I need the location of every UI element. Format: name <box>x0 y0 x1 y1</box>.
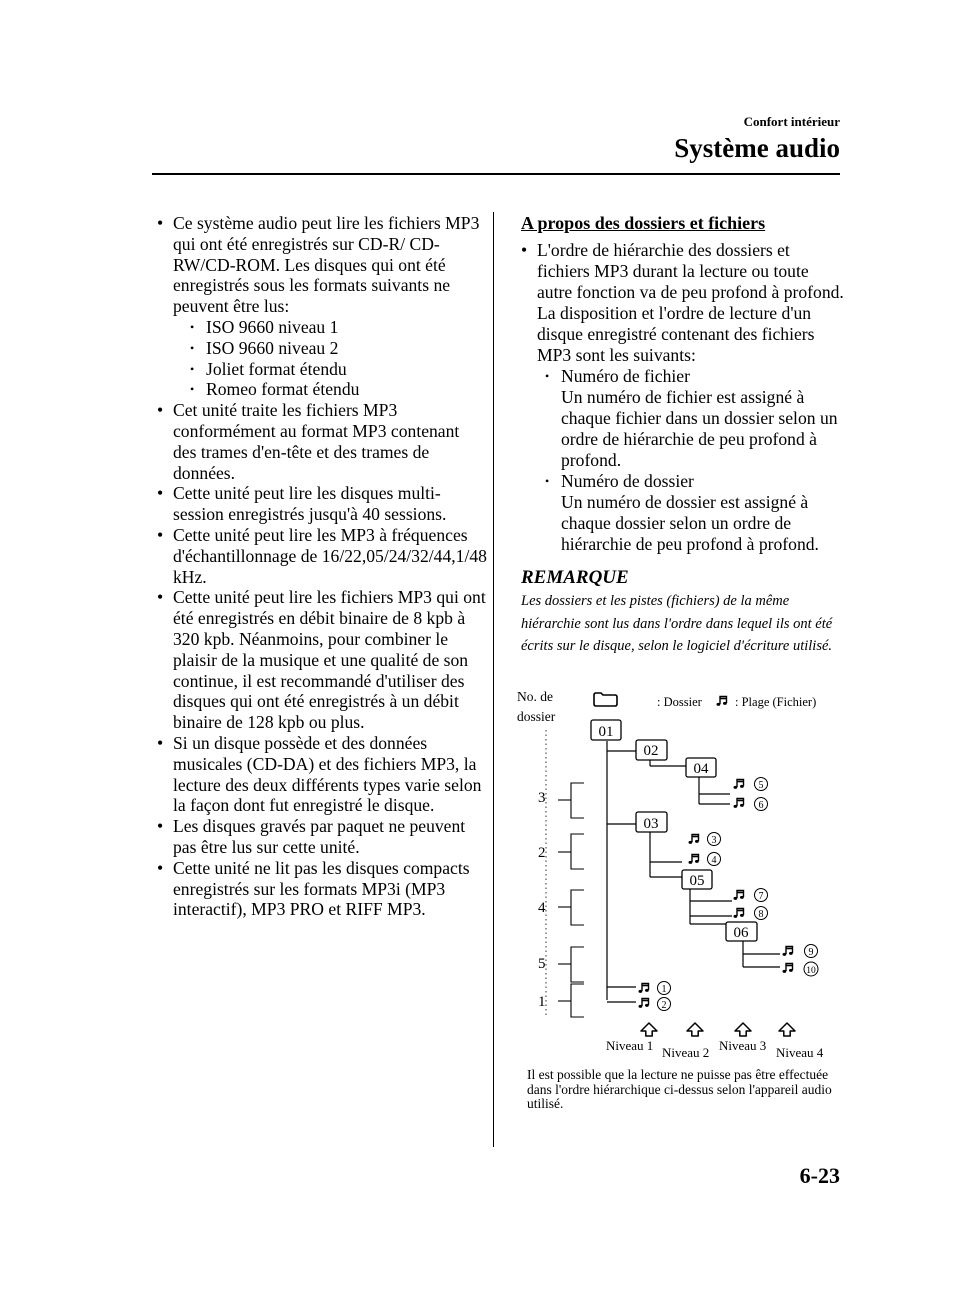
bullet-item: • L'ordre de hiérarchie des dossiers et fichiers MP3 durant la lecture ou toute autre fonction va de peu profond à profond. La disposition et l'ordre de lecture d'un disque enregistré contenant des fichiers MP3 sont les suivants: <box>521 240 846 366</box>
header-rule <box>152 173 840 175</box>
music-note-icon <box>689 855 699 864</box>
bullet-item: • Cette unité ne lit pas les disques compacts enregistrés sur les formats MP3i (MP3 interactif), MP3 PRO et RIFF MP3. <box>157 858 487 920</box>
folder-box <box>591 720 621 740</box>
page-title: Système audio <box>674 133 840 163</box>
folder-number: 3 <box>538 790 546 806</box>
folder-number-label: dossier <box>517 709 556 724</box>
track-item <box>689 853 721 867</box>
folder-label: 01 <box>598 724 614 740</box>
music-note-icon <box>689 835 699 844</box>
bullet-item: • Cette unité peut lire les disques multi-session enregistrés jusqu'à 40 sessions. <box>157 483 487 525</box>
track-number: 5 <box>758 780 764 791</box>
column-divider <box>493 212 494 1147</box>
sub-item-text: Un numéro de fichier est assigné à chaque fichier dans un dossier selon un ordre de hiérarchie de peu profond à profond. <box>561 387 838 470</box>
bullet-item: • Si un disque possède et des données musicales (CD-DA) et des fichiers MP3, la lecture des deux différents types varie selon la façon dont fut enregistré le disque. <box>157 733 487 816</box>
track-number: 10 <box>806 966 816 976</box>
folder-box <box>682 870 712 889</box>
folder-label: 02 <box>643 743 659 759</box>
right-column <box>521 213 846 658</box>
note-title: REMARQUE <box>521 567 629 588</box>
level-arrow-icon <box>735 1023 751 1036</box>
folder-number-brackets <box>558 783 584 1017</box>
legend-folder: : Dossier <box>657 695 702 709</box>
folder-number: 5 <box>538 956 546 972</box>
diagram-svg <box>514 684 844 1064</box>
track-item <box>734 889 768 903</box>
level-arrow-icon <box>641 1023 657 1036</box>
page-number: 6-23 <box>799 1163 840 1188</box>
track-number: 4 <box>711 855 717 866</box>
music-note-icon <box>734 780 744 789</box>
folder-number: 1 <box>538 994 546 1010</box>
sub-item-title: • Numéro de fichier <box>521 366 846 387</box>
folder-label: 06 <box>733 925 749 941</box>
track-number: 3 <box>711 835 717 846</box>
diagram-caption: Il est possible que la lecture ne puisse pas être effectuée dans l'ordre hiérarchique ci-dessus selon l'appareil audio utilisé. <box>527 1067 832 1111</box>
folder-label: 05 <box>689 873 705 889</box>
folder-number: 4 <box>538 900 546 916</box>
track-number: 6 <box>758 800 764 811</box>
folder-box <box>686 758 716 777</box>
folder-label: 03 <box>643 816 659 832</box>
bullet-item: • Cet unité traite les fichiers MP3 conformément au format MP3 contenant des trames d'en-tête et des trames de données. <box>157 400 487 483</box>
note-body: Les dossiers et les pistes (fichiers) de la même hiérarchie sont lus dans l'ordre dans lequel ils ont été écrits sur le disque, selon le logiciel d'écriture utilisé. <box>521 593 833 654</box>
track-number: 1 <box>661 984 667 995</box>
bullet-item: • Cette unité peut lire les MP3 à fréquences d'échantillonnage de 16/22,05/24/32/44,1/48 kHz. <box>157 525 487 587</box>
level-label: Niveau 2 <box>662 1045 710 1060</box>
music-note-icon <box>717 697 727 706</box>
sub-item: • ISO 9660 niveau 2 <box>173 338 487 359</box>
music-note-icon <box>783 947 793 956</box>
track-item <box>783 945 818 959</box>
track-number: 8 <box>758 909 764 920</box>
music-note-icon <box>734 891 744 900</box>
left-column <box>157 213 487 920</box>
section-title: A propos des dossiers et fichiers <box>521 213 766 233</box>
track-item <box>689 833 721 847</box>
sub-item-text: Un numéro de dossier est assigné à chaque dossier selon un ordre de hiérarchie de peu profond à profond. <box>561 492 819 554</box>
track-number: 7 <box>758 891 764 902</box>
track-number: 9 <box>808 947 814 958</box>
folder-number-label: No. de <box>517 689 553 704</box>
track-number: 2 <box>661 1000 667 1011</box>
track-item <box>734 778 768 792</box>
music-note-icon <box>639 999 649 1008</box>
sub-item-title: • Numéro de dossier <box>521 471 846 492</box>
folder-icon <box>594 693 617 706</box>
sub-item: • ISO 9660 niveau 1 <box>173 317 487 338</box>
music-note-icon <box>734 909 744 918</box>
folder-label: 04 <box>693 761 709 777</box>
sub-item: • Romeo format étendu <box>173 379 487 400</box>
folder-hierarchy-diagram <box>514 684 844 1064</box>
track-item <box>639 998 671 1012</box>
level-label: Niveau 4 <box>776 1045 824 1060</box>
level-arrow-icon <box>779 1023 795 1036</box>
track-item <box>639 982 671 996</box>
bullet-item: • Les disques gravés par paquet ne peuvent pas être lus sur cette unité. <box>157 816 487 858</box>
level-label: Niveau 3 <box>719 1038 767 1053</box>
music-note-icon <box>783 964 793 973</box>
folder-box <box>636 740 667 760</box>
bullet-item <box>157 213 487 400</box>
sub-item: • Joliet format étendu <box>173 359 487 380</box>
bullet-text: Ce système audio peut lire les fichiers MP3 qui ont été enregistrés sur CD-R/ CD-RW/CD-ROM. Les disques qui ont été enregistrés sous les formats suivants ne peuvent être lus: <box>173 213 480 317</box>
music-note-icon <box>734 799 744 808</box>
header-section: Confort intérieur <box>743 114 840 129</box>
music-note-icon <box>639 984 649 993</box>
level-arrow-icon <box>687 1023 703 1036</box>
bullet-item: • Cette unité peut lire les fichiers MP3 qui ont été enregistrés en débit binaire de 8 kpb à 320 kpb. Néanmoins, pour combiner le plaisir de la musique et une qualité de son continue, il est recommandé d'utiliser des disques qui ont été enregistrés à un débit binaire de 128 kpb ou plus. <box>157 587 487 733</box>
track-item <box>783 962 819 976</box>
level-label: Niveau 1 <box>606 1038 654 1053</box>
folder-box <box>726 922 757 941</box>
track-item <box>734 798 768 812</box>
folder-box <box>636 812 667 832</box>
legend-track: : Plage (Fichier) <box>735 695 817 709</box>
track-item <box>734 907 768 921</box>
folder-number: 2 <box>538 845 546 861</box>
